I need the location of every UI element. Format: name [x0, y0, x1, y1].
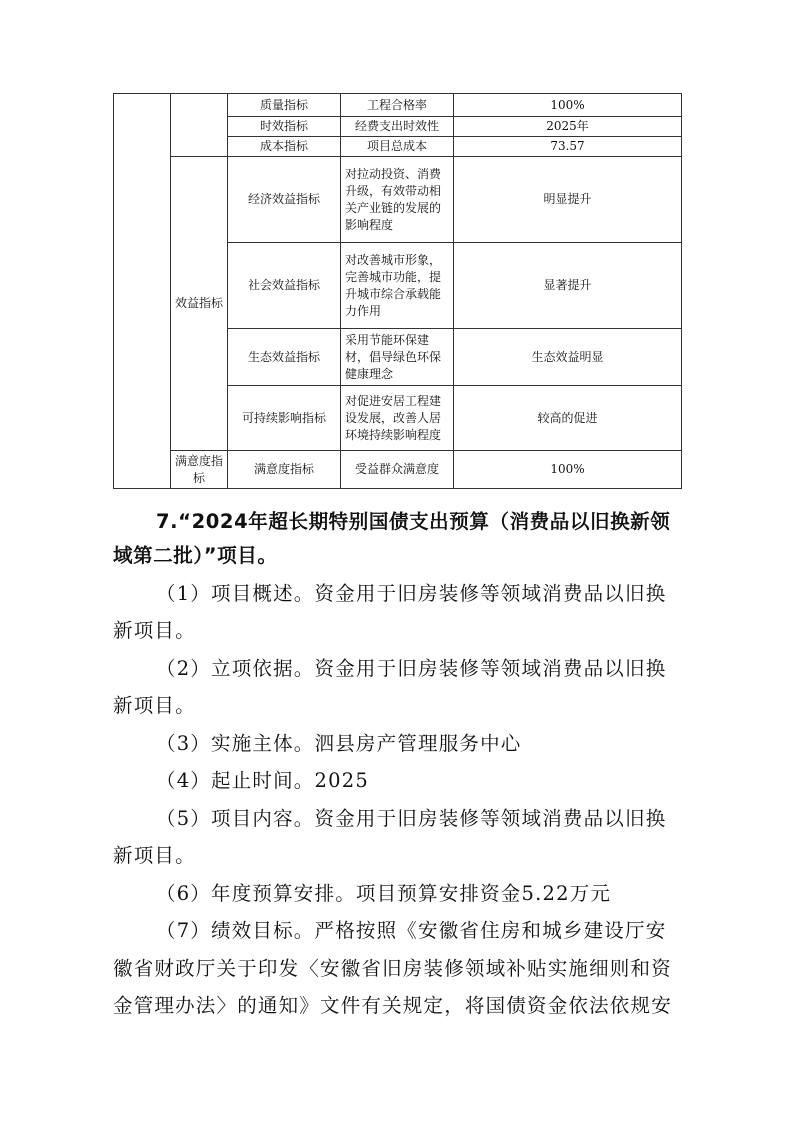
table-cell: 对促进安居工程建设发展，改善人居环境持续影响程度	[341, 386, 454, 451]
table-cell: 2025年	[454, 117, 682, 137]
table-cell: 质量指标	[228, 94, 341, 117]
table-cell-level2	[171, 94, 228, 157]
paragraph: （6）年度预算安排。项目预算安排资金5.22万元	[156, 882, 612, 905]
paragraph: （7）绩效目标。严格按照《安徽省住房和城乡建设厅安	[156, 919, 667, 942]
section-heading-cont: 域第二批）”项目。	[113, 544, 278, 567]
paragraph: （4）起止时间。2025	[156, 769, 369, 792]
table-cell: 受益群众满意度	[341, 451, 454, 489]
table-cell: 项目总成本	[341, 137, 454, 157]
table-cell: 工程合格率	[341, 94, 454, 117]
paragraph: （3）实施主体。泗县房产管理服务中心	[156, 732, 522, 755]
paragraph-cont: 新项目。	[113, 844, 196, 867]
table-cell: 显著提升	[454, 243, 682, 329]
table-cell: 100%	[454, 451, 682, 489]
paragraph-cont: 金管理办法〉的通知》文件有关规定，将国债资金依法依规安	[113, 994, 672, 1017]
performance-indicator-table	[113, 93, 682, 489]
table-cell: 对改善城市形象，完善城市功能，提升城市综合承载能力作用	[341, 243, 454, 329]
table-row	[114, 94, 682, 117]
table-cell: 满意度指标	[228, 451, 341, 489]
table-cell: 时效指标	[228, 117, 341, 137]
table-cell: 经济效益指标	[228, 157, 341, 243]
table-cell-level1	[114, 94, 171, 489]
table-cell: 明显提升	[454, 157, 682, 243]
table-cell: 社会效益指标	[228, 243, 341, 329]
paragraph: （2）立项依据。资金用于旧房装修等领域消费品以旧换	[156, 657, 667, 680]
table-cell-benefit-group: 效益指标	[171, 157, 228, 451]
table-cell: 经费支出时效性	[341, 117, 454, 137]
table-cell: 成本指标	[228, 137, 341, 157]
paragraph: （5）项目内容。资金用于旧房装修等领域消费品以旧换	[156, 807, 667, 830]
table-cell: 可持续影响指标	[228, 386, 341, 451]
table-row	[114, 157, 682, 243]
section-heading: 7.“2024年超长期特别国债支出预算（消费品以旧换新领	[156, 510, 671, 533]
table-cell: 满意度指标	[171, 451, 228, 489]
table-cell: 生态效益明显	[454, 329, 682, 386]
table-cell: 100%	[454, 94, 682, 117]
table-row	[114, 451, 682, 489]
table-cell: 对拉动投资、消费升级，有效带动相关产业链的发展的影响程度	[341, 157, 454, 243]
paragraph-cont: 徽省财政厅关于印发〈安徽省旧房装修领域补贴实施细则和资	[113, 957, 672, 980]
table-cell: 73.57	[454, 137, 682, 157]
table-cell: 较高的促进	[454, 386, 682, 451]
table-cell: 采用节能环保建材，倡导绿色环保健康理念	[341, 329, 454, 386]
table-cell: 生态效益指标	[228, 329, 341, 386]
paragraph-cont: 新项目。	[113, 694, 196, 717]
paragraph-cont: 新项目。	[113, 619, 196, 642]
paragraph: （1）项目概述。资金用于旧房装修等领域消费品以旧换	[156, 582, 667, 605]
